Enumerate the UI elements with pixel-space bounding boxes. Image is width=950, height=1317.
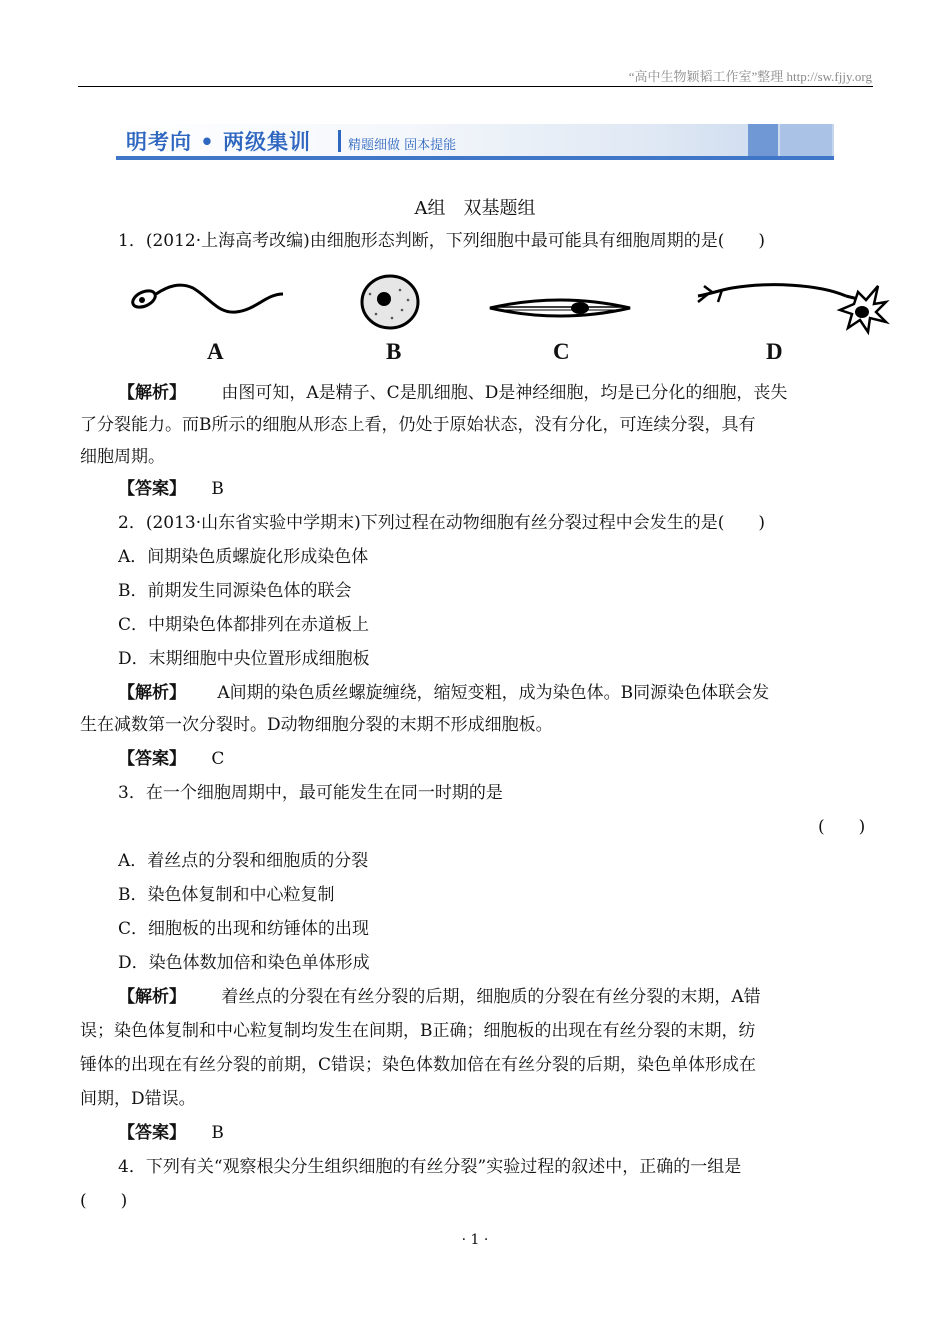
- q3-option-b: B．染色体复制和中心粒复制: [118, 885, 335, 905]
- answer-tag: 【答案】: [118, 1123, 186, 1143]
- q3-option-c: C．细胞板的出现和纺锤体的出现: [118, 919, 370, 939]
- analysis-text: 由图可知，A是精子、C是肌细胞、D是神经细胞，均是已分化的细胞，丧失: [221, 383, 788, 403]
- q1-cell-figure: [118, 272, 898, 372]
- analysis-text: A间期的染色质丝螺旋缠绕，缩短变粗，成为染色体。B同源染色体联会发: [217, 683, 770, 703]
- q2-option-d: D．末期细胞中央位置形成细胞板: [118, 649, 370, 669]
- page-header-text: “高中生物颖韬工作室”整理 http://sw.fjjy.org: [628, 69, 872, 84]
- muscle-cell-drawing: [490, 300, 630, 316]
- q1-stem: 1．(2012·上海高考改编)由细胞形态判断，下列细胞中最可能具有细胞周期的是( ): [118, 231, 766, 251]
- sperm-cell-drawing: [130, 285, 283, 312]
- q4-stem: 4．下列有关“观察根尖分生组织细胞的有丝分裂”实验过程的叙述中，正确的一组是: [118, 1157, 742, 1177]
- analysis-text: 着丝点的分裂在有丝分裂的后期，细胞质的分裂在有丝分裂的末期，A错: [221, 987, 761, 1007]
- neuron-cell-drawing: [698, 285, 886, 332]
- page-number: · 1 ·: [461, 1232, 489, 1248]
- analysis-tag: 【解析】: [118, 383, 186, 403]
- q3-analysis-line-2: 误；染色体复制和中心粒复制均发生在间期，B正确；细胞板的出现在有丝分裂的末期，纺: [80, 1021, 756, 1041]
- figure-label-c: C: [553, 339, 570, 364]
- section-banner: [116, 124, 834, 160]
- answer-value: B: [211, 1123, 224, 1143]
- answer-value: B: [211, 479, 224, 499]
- header-rule: [78, 86, 873, 87]
- q1-analysis-line-2: 了分裂能力。而B所示的细胞从形态上看，仍处于原始状态，没有分化，可连续分裂，具有: [80, 415, 756, 435]
- q2-analysis-line-2: 生在减数第一次分裂时。D动物细胞分裂的末期不形成细胞板。: [80, 715, 553, 735]
- q3-answer-line: [118, 1122, 224, 1144]
- banner-block-light: [780, 124, 832, 156]
- q2-option-a: A．间期染色质螺旋化形成染色体: [118, 547, 369, 567]
- q3-stem: 3．在一个细胞周期中，最可能发生在同一时期的是: [118, 783, 503, 803]
- answer-tag: 【答案】: [118, 479, 186, 499]
- analysis-tag: 【解析】: [118, 683, 186, 703]
- q2-answer-line: [118, 748, 224, 770]
- q1-analysis-line-1: [118, 382, 787, 404]
- answer-value: C: [211, 749, 225, 769]
- q3-answer-paren: ( ): [818, 817, 866, 837]
- q2-option-c: C．中期染色体都排列在赤道板上: [118, 615, 370, 635]
- undifferentiated-cell-drawing: [362, 276, 418, 328]
- q2-analysis-line-1: [118, 682, 769, 704]
- q3-analysis-line-4: 间期，D错误。: [80, 1089, 196, 1109]
- banner-title: 明考向 • 两级集训: [126, 130, 312, 154]
- banner-block-dark: [748, 124, 778, 156]
- figure-label-a: A: [207, 339, 224, 364]
- banner-divider: [338, 130, 341, 152]
- analysis-tag: 【解析】: [118, 987, 186, 1007]
- q1-answer-line: [118, 478, 224, 500]
- figure-label-d: D: [766, 339, 783, 364]
- q4-answer-paren: ( ): [80, 1191, 128, 1211]
- q3-analysis-line-1: [118, 986, 761, 1008]
- q3-option-d: D．染色体数加倍和染色单体形成: [118, 953, 370, 973]
- banner-underline: [116, 156, 834, 160]
- q2-stem: 2．(2013·山东省实验中学期末)下列过程在动物细胞有丝分裂过程中会发生的是( ): [118, 513, 766, 533]
- q1-analysis-line-3: 细胞周期。: [80, 447, 165, 467]
- answer-tag: 【答案】: [118, 749, 186, 769]
- figure-label-b: B: [386, 339, 402, 364]
- q3-option-a: A．着丝点的分裂和细胞质的分裂: [118, 851, 369, 871]
- banner-subtitle: 精题细做 固本提能: [348, 138, 457, 153]
- group-title: A组 双基题组: [414, 198, 536, 219]
- q3-analysis-line-3: 锤体的出现在有丝分裂的前期，C错误；染色体数加倍在有丝分裂的后期，染色单体形成在: [80, 1055, 757, 1075]
- q2-option-b: B．前期发生同源染色体的联会: [118, 581, 352, 601]
